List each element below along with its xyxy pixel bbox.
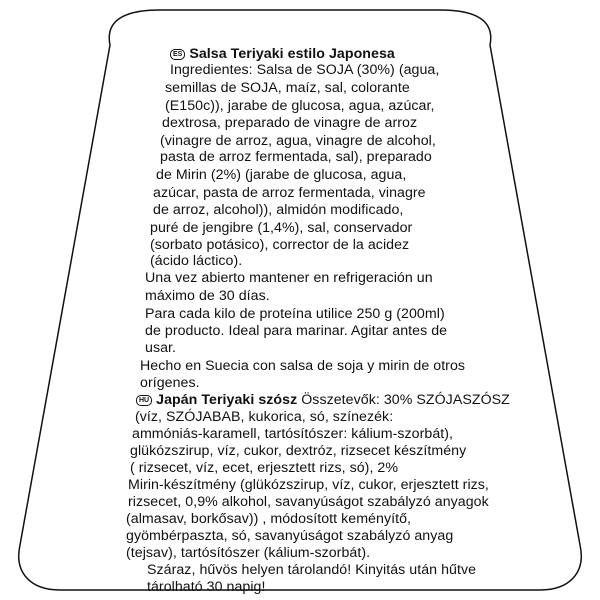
es-title: Salsa Teriyaki estilo Japonesa <box>189 46 395 62</box>
hu-language-badge: HU <box>136 395 152 406</box>
hu-line: glükózszirup, víz, cukor, dextróz, rizsecet készítmény <box>130 443 467 459</box>
es-line: de arroz, alcohol)), almidón modificado, <box>153 202 404 218</box>
hu-line: gyömbérpaszta, só, savanyúságot szabályzó anyag <box>126 528 454 544</box>
hu-line: ammóniás-karamell, tartósítószer: kálium-szorbát), <box>132 426 454 442</box>
es-line: azúcar, pasta de arroz fermentada, vinagre <box>153 185 426 201</box>
es-line: (E150c)), jarabe de glucosa, agua, azúcar, <box>165 98 435 114</box>
es-line: Hecho en Suecia con salsa de soja y mirin de otros <box>140 358 466 374</box>
es-line: dextrosa, preparado de vinagre de arroz <box>162 115 418 131</box>
es-line: Para cada kilo de proteína utilice 250 g (200ml) <box>145 306 445 322</box>
hu-line: tárolható 30 napig! <box>147 579 266 595</box>
hu-title-rest: Összetevők: 30% SZÓJASZÓSZ <box>297 392 510 408</box>
es-line: máximo de 30 días. <box>145 288 270 304</box>
es-line: Una vez abierto mantener en refrigeración un <box>145 270 433 286</box>
hu-line: (almasav, borkősav)) , módosított keményítő, <box>126 511 411 527</box>
es-line: pasta de arroz fermentada, sal), preparado <box>160 149 432 165</box>
es-language-badge: ES <box>170 49 185 60</box>
hu-line: (tejsav), tartósítószer (kálium-szorbát). <box>126 545 371 561</box>
es-line: de Mirin (2%) (jarabe de glucosa, agua, <box>156 167 407 183</box>
hu-heading <box>136 392 510 408</box>
hu-line: ( rizsecet, víz, ecet, erjesztett rizs, só), 2% <box>130 460 399 476</box>
hu-line: (víz, SZÓJABAB, kukorica, só, színezék: <box>135 409 394 425</box>
hu-line: Mirin-készítmény (glükózszirup, víz, cukor, erjesztett rizs, <box>128 477 489 493</box>
es-line: orígenes. <box>140 375 200 391</box>
es-line: (ácido láctico). <box>150 253 243 269</box>
hu-line: Száraz, hűvös helyen tárolandó! Kinyitás után hűtve <box>147 562 477 578</box>
es-line: (sorbato potásico), corrector de la acidez <box>150 237 410 253</box>
es-line: semillas de SOJA, maíz, sal, colorante <box>165 80 410 96</box>
es-line: (vinagre de arroz, agua, vinagre de alcohol, <box>160 133 436 149</box>
hu-title: Japán Teriyaki szósz <box>156 392 298 408</box>
es-line: puré de jengibre (1,4%), sal, conservador <box>150 220 413 236</box>
hu-line: rizsecet, 0,9% alkohol, savanyúságot szabályzó anyagok <box>128 494 489 510</box>
es-line: Ingredientes: Salsa de SOJA (30%) (agua, <box>170 62 440 78</box>
es-heading <box>170 46 395 62</box>
es-line: usar. <box>145 340 177 356</box>
es-line: de producto. Ideal para marinar. Agitar antes de <box>145 323 448 339</box>
